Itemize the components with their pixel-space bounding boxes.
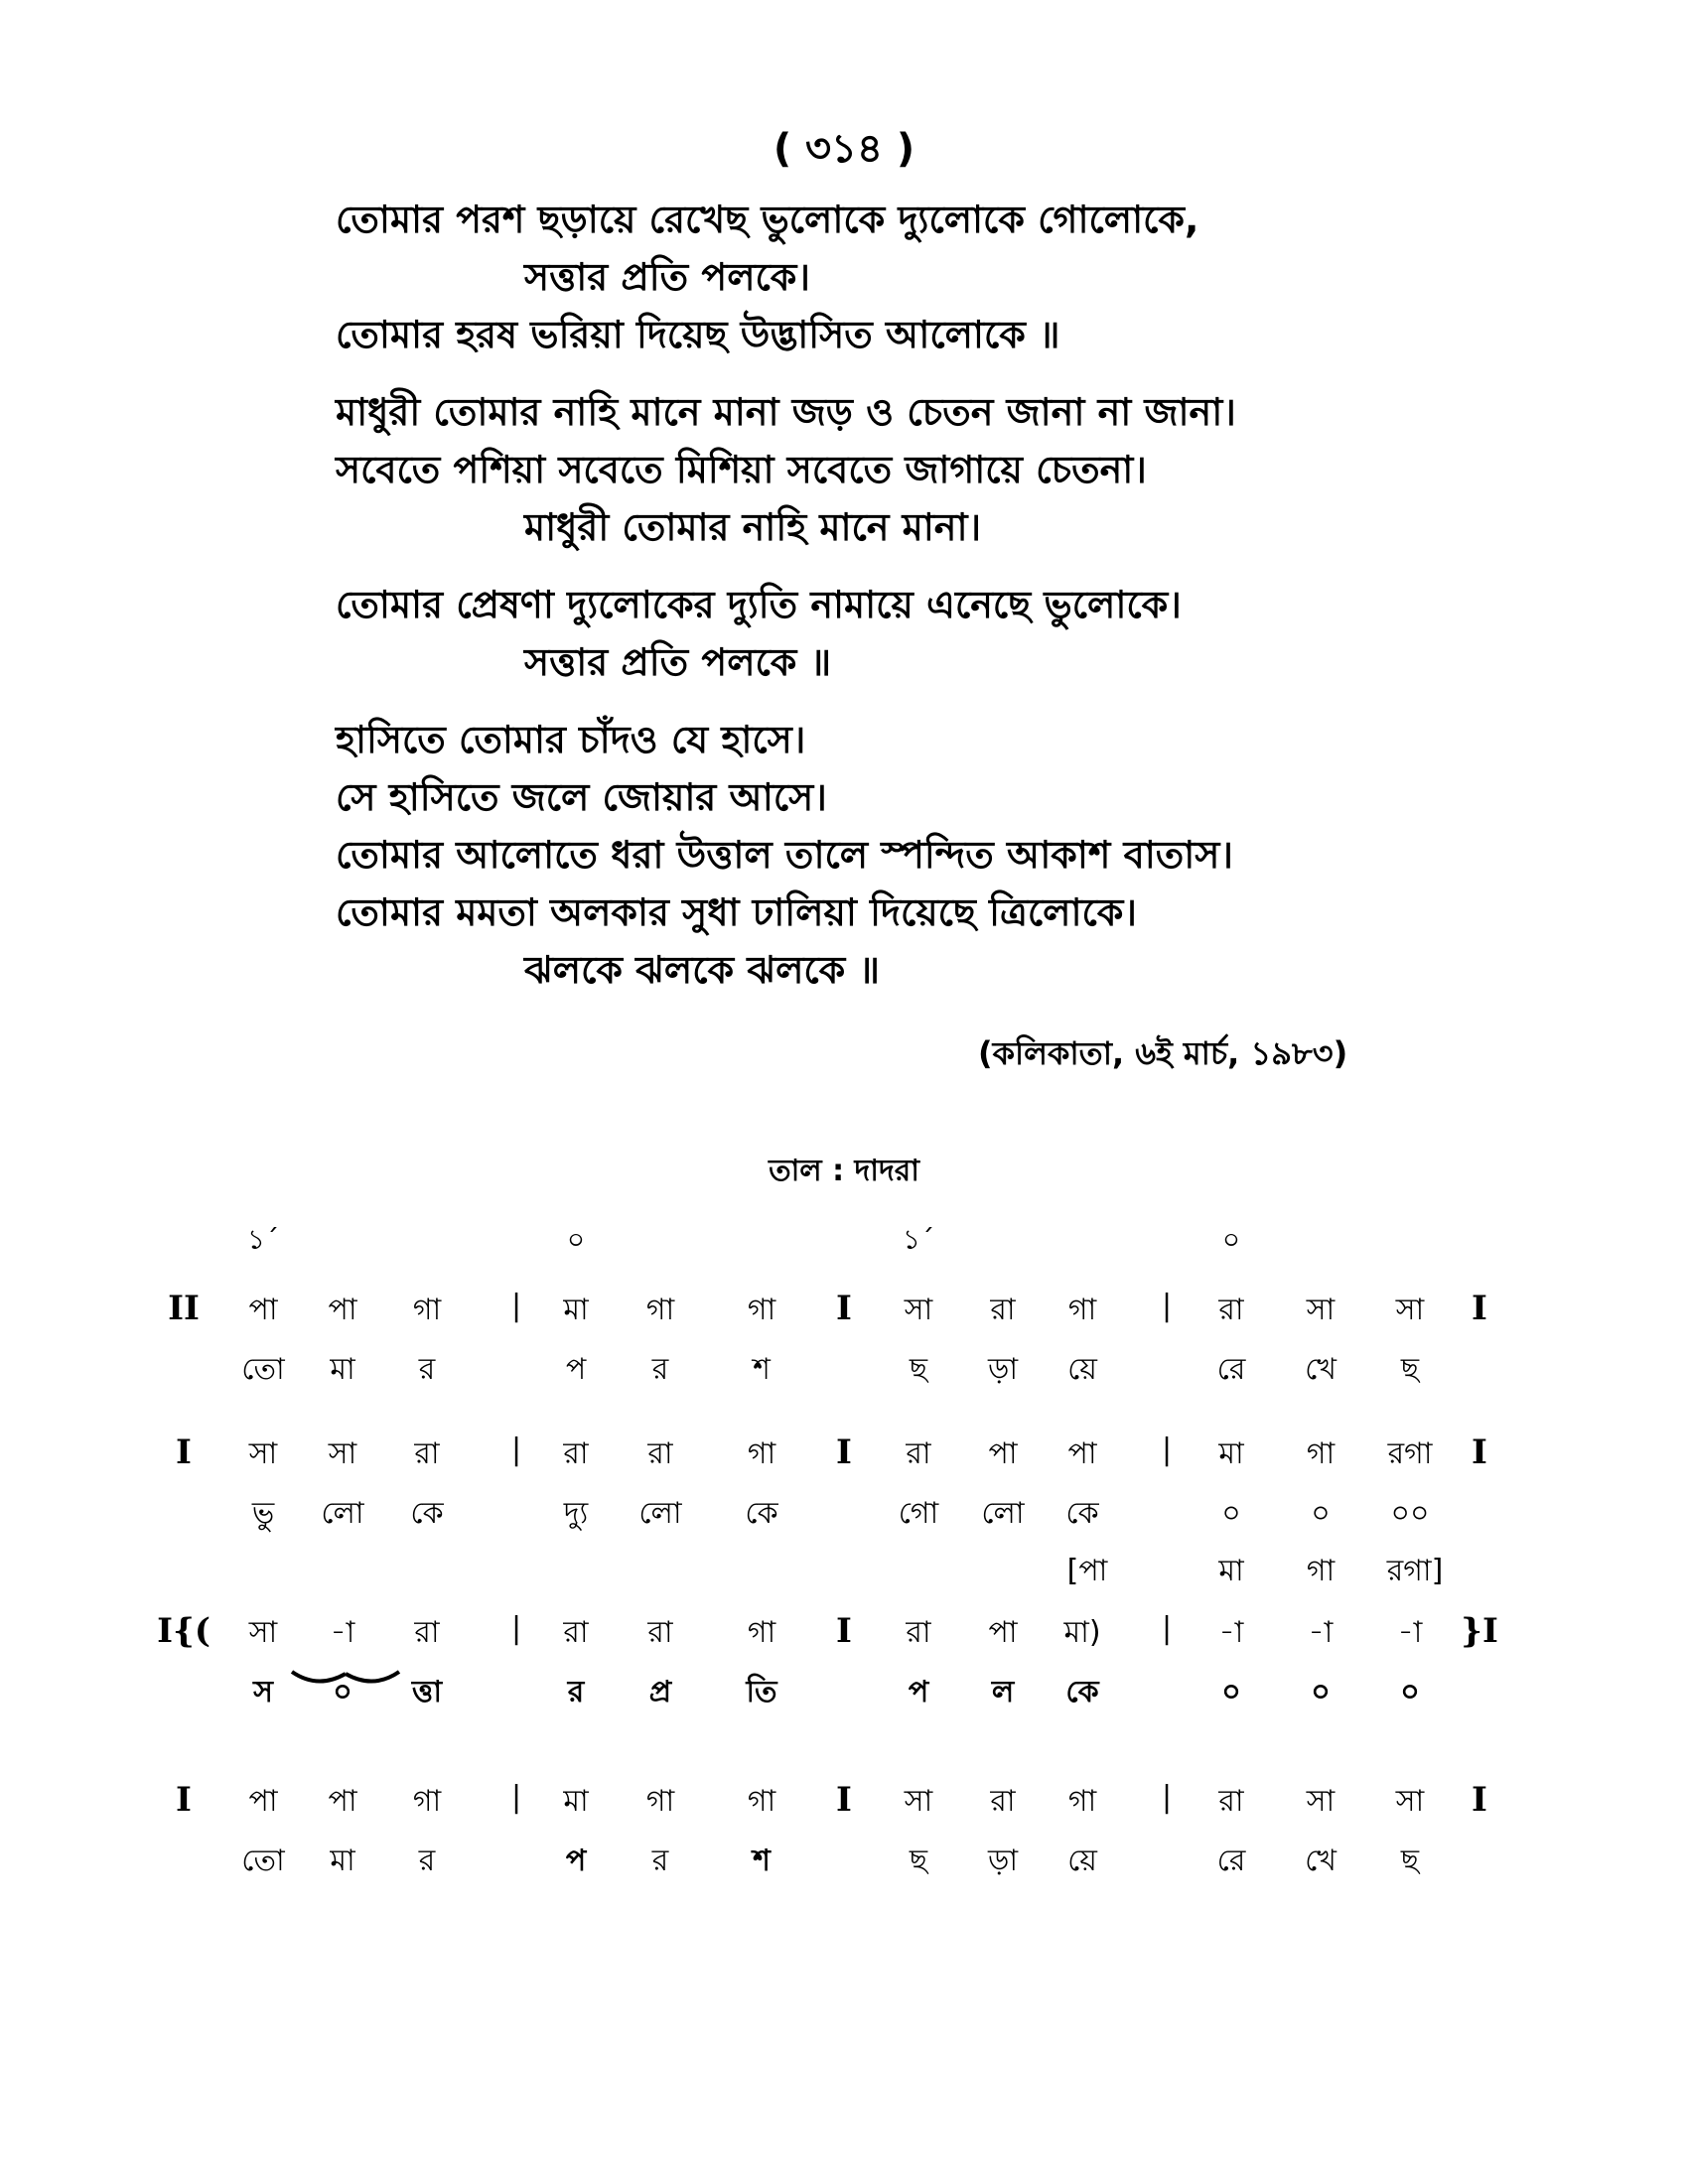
swara-note: পা (248, 1293, 278, 1327)
swara-note: মা) (1063, 1615, 1101, 1650)
swara-note: গা (1067, 1293, 1097, 1327)
lyric-syllable: ল (991, 1675, 1015, 1709)
barline: I (836, 1433, 852, 1472)
lyric-syllable: প্র (648, 1675, 672, 1709)
swara-note: রগা (1387, 1436, 1433, 1471)
lyric-syllable: খে (1305, 1843, 1336, 1878)
lyric-line: তোমার প্রেষণা দ্যুলোকের দ্যুতি নামায়ে এনেছে ভুলোকে। (336, 583, 1182, 626)
lyric-syllable: ০ (1400, 1675, 1420, 1709)
alternate-note: মা (1218, 1554, 1244, 1588)
lyric-syllable: স (253, 1675, 273, 1709)
swara-note: রা (1218, 1784, 1244, 1819)
swara-note: সা (248, 1436, 278, 1471)
swara-note: রা (990, 1784, 1016, 1819)
lyric-syllable: ০০ (1390, 1496, 1430, 1531)
lyric-syllable: রে (1216, 1352, 1246, 1387)
lyric-syllable: য়ে (1067, 1843, 1097, 1878)
lyric-syllable: কে (745, 1496, 778, 1531)
swara-note: গা (1306, 1436, 1336, 1471)
beat-mark: ০ (566, 1223, 586, 1256)
page-number: ( ৩১৪ ) (773, 126, 915, 172)
lyric-syllable: র (418, 1843, 436, 1878)
swara-note: রা (414, 1615, 440, 1650)
barline: | (1161, 1289, 1173, 1323)
lyric-line: তোমার মমতা অলকার সুধা ঢালিয়া দিয়েছে ত্রিলোকে। (336, 890, 1137, 934)
composition-date: (কলিকাতা, ৬ই মার্চ, ১৯৮৩) (978, 1034, 1348, 1072)
lyric-syllable: দ্যু (563, 1496, 589, 1531)
barline-start: II (168, 1289, 200, 1328)
swara-note: গা (645, 1784, 675, 1819)
lyric-syllable: প (565, 1352, 587, 1387)
lyric-syllable: প (908, 1675, 929, 1709)
lyric-line: তোমার হরষ ভরিয়া দিয়েছ উদ্ভাসিত আলোকে ॥ (336, 313, 1060, 356)
lyric-line: হাসিতে তোমার চাঁদও যে হাসে। (336, 718, 806, 761)
lyric-line: মাধুরী তোমার নাহি মানে মানা। (524, 505, 982, 549)
barline: I (836, 1780, 852, 1820)
barline: I (836, 1611, 852, 1651)
barline: | (1161, 1611, 1173, 1646)
swara-note: পা (988, 1436, 1018, 1471)
lyric-syllable: ড়া (987, 1352, 1019, 1387)
swara-note: রা (563, 1615, 589, 1650)
barline-start: I (176, 1780, 192, 1820)
barline: | (510, 1289, 522, 1323)
swara-note: গা (747, 1784, 776, 1819)
lyric-syllable: খে (1305, 1352, 1336, 1387)
lyric-syllable: লো (981, 1496, 1025, 1531)
lyric-syllable: লো (321, 1496, 364, 1531)
swara-note: সা (248, 1615, 278, 1650)
barline-start: I (176, 1433, 192, 1472)
lyric-syllable: ছ (1400, 1843, 1420, 1878)
lyric-syllable: ছ (1400, 1352, 1420, 1387)
swara-note: পা (1067, 1436, 1097, 1471)
lyric-syllable: ড়া (987, 1843, 1019, 1878)
lyric-line: সত্তার প্রতি পলকে ॥ (524, 640, 832, 684)
swara-note: পা (328, 1784, 357, 1819)
barline-end: I (1472, 1433, 1487, 1472)
beat-mark: ০ (1221, 1223, 1241, 1256)
swara-note: সা (904, 1293, 933, 1327)
barline-end: I (1472, 1780, 1487, 1820)
swara-note: পা (328, 1293, 357, 1327)
lyric-syllable: ত্তা (411, 1675, 443, 1709)
swara-note: সা (904, 1784, 933, 1819)
lyric-line: সত্তার প্রতি পলকে। (524, 255, 810, 299)
lyric-line: ঝলকে ঝলকে ঝলকে ॥ (524, 948, 880, 992)
lyric-syllable: র (651, 1843, 669, 1878)
lyric-syllable: র (651, 1352, 669, 1387)
swara-note: গা (747, 1293, 776, 1327)
swara-note: -া (1397, 1615, 1423, 1650)
swara-note: রা (647, 1615, 673, 1650)
swara-note: রা (647, 1436, 673, 1471)
swara-note: গা (747, 1615, 776, 1650)
swara-note: মা (563, 1784, 589, 1819)
lyric-syllable: য়ে (1067, 1352, 1097, 1387)
barline: | (510, 1611, 522, 1646)
lyric-syllable: ০ (1311, 1675, 1331, 1709)
swara-note: রা (906, 1615, 931, 1650)
barline: | (510, 1433, 522, 1467)
swara-note: পা (248, 1784, 278, 1819)
barline-end: }I (1461, 1611, 1498, 1651)
lyric-syllable: মা (330, 1352, 355, 1387)
lyric-syllable: ০ (1221, 1496, 1241, 1531)
barline: | (1161, 1433, 1173, 1467)
swara-note: গা (412, 1784, 442, 1819)
swara-note: রা (1218, 1293, 1244, 1327)
barline-start: I{( (157, 1611, 211, 1651)
swara-note: সা (1395, 1784, 1425, 1819)
swara-note: রা (906, 1436, 931, 1471)
lyric-syllable: ০ (333, 1675, 352, 1709)
lyric-syllable: ০ (1311, 1496, 1331, 1531)
alternate-note: [পা (1066, 1554, 1108, 1588)
swara-note: -া (1308, 1615, 1334, 1650)
lyric-line: সবেতে পশিয়া সবেতে মিশিয়া সবেতে জাগায়ে চেতনা। (336, 448, 1147, 491)
swara-note: গা (747, 1436, 776, 1471)
alternate-note: গা (1306, 1554, 1336, 1588)
lyric-line: তোমার পরশ ছড়ায়ে রেখেছ ভুলোকে দ্যুলোকে গোলোকে, (336, 198, 1199, 241)
beat-mark: ১´ (246, 1223, 280, 1256)
barline: I (836, 1289, 852, 1328)
barline: | (510, 1780, 522, 1815)
swara-note: গা (412, 1293, 442, 1327)
swara-note: গা (1067, 1784, 1097, 1819)
lyric-syllable: ছ (909, 1843, 928, 1878)
lyric-syllable: লো (638, 1496, 682, 1531)
lyric-syllable: তো (241, 1843, 285, 1878)
swara-note: রা (563, 1436, 589, 1471)
lyric-syllable: শ (753, 1352, 771, 1387)
lyric-syllable: কে (1065, 1496, 1099, 1531)
lyric-syllable: গো (898, 1496, 939, 1531)
swara-note: মা (1218, 1436, 1244, 1471)
lyric-syllable: তি (746, 1675, 777, 1709)
swara-note: সা (328, 1436, 357, 1471)
lyric-line: মাধুরী তোমার নাহি মানে মানা জড় ও চেতন জানা না জানা। (336, 390, 1236, 434)
lyric-line: তোমার আলোতে ধরা উত্তাল তালে স্পন্দিত আকাশ বাতাস। (336, 833, 1233, 877)
tala-title: তাল : দাদরা (769, 1154, 919, 1188)
swara-note: -া (1218, 1615, 1244, 1650)
lyric-syllable: প (565, 1843, 587, 1878)
lyric-syllable: ০ (1221, 1675, 1241, 1709)
swara-note: -া (330, 1615, 355, 1650)
beat-mark: ১´ (902, 1223, 935, 1256)
alternate-note: রগা] (1386, 1554, 1444, 1588)
lyric-syllable: মা (330, 1843, 355, 1878)
lyric-syllable: কে (410, 1496, 444, 1531)
lyric-syllable: তো (241, 1352, 285, 1387)
lyric-syllable: ছ (909, 1352, 928, 1387)
swara-note: মা (563, 1293, 589, 1327)
lyric-syllable: রে (1216, 1843, 1246, 1878)
swara-note: সা (1395, 1293, 1425, 1327)
barline: | (1161, 1780, 1173, 1815)
swara-note: রা (414, 1436, 440, 1471)
lyric-line: সে হাসিতে জলে জোয়ার আসে। (336, 775, 827, 819)
lyric-syllable: র (567, 1675, 585, 1709)
swara-note: পা (988, 1615, 1018, 1650)
swara-note: রা (990, 1293, 1016, 1327)
swara-note: সা (1306, 1784, 1336, 1819)
lyric-syllable: শ (753, 1843, 771, 1878)
lyric-syllable: কে (1065, 1675, 1099, 1709)
lyric-syllable: র (418, 1352, 436, 1387)
swara-note: সা (1306, 1293, 1336, 1327)
lyric-syllable: ভু (251, 1496, 275, 1531)
barline-end: I (1472, 1289, 1487, 1328)
swara-note: গা (645, 1293, 675, 1327)
